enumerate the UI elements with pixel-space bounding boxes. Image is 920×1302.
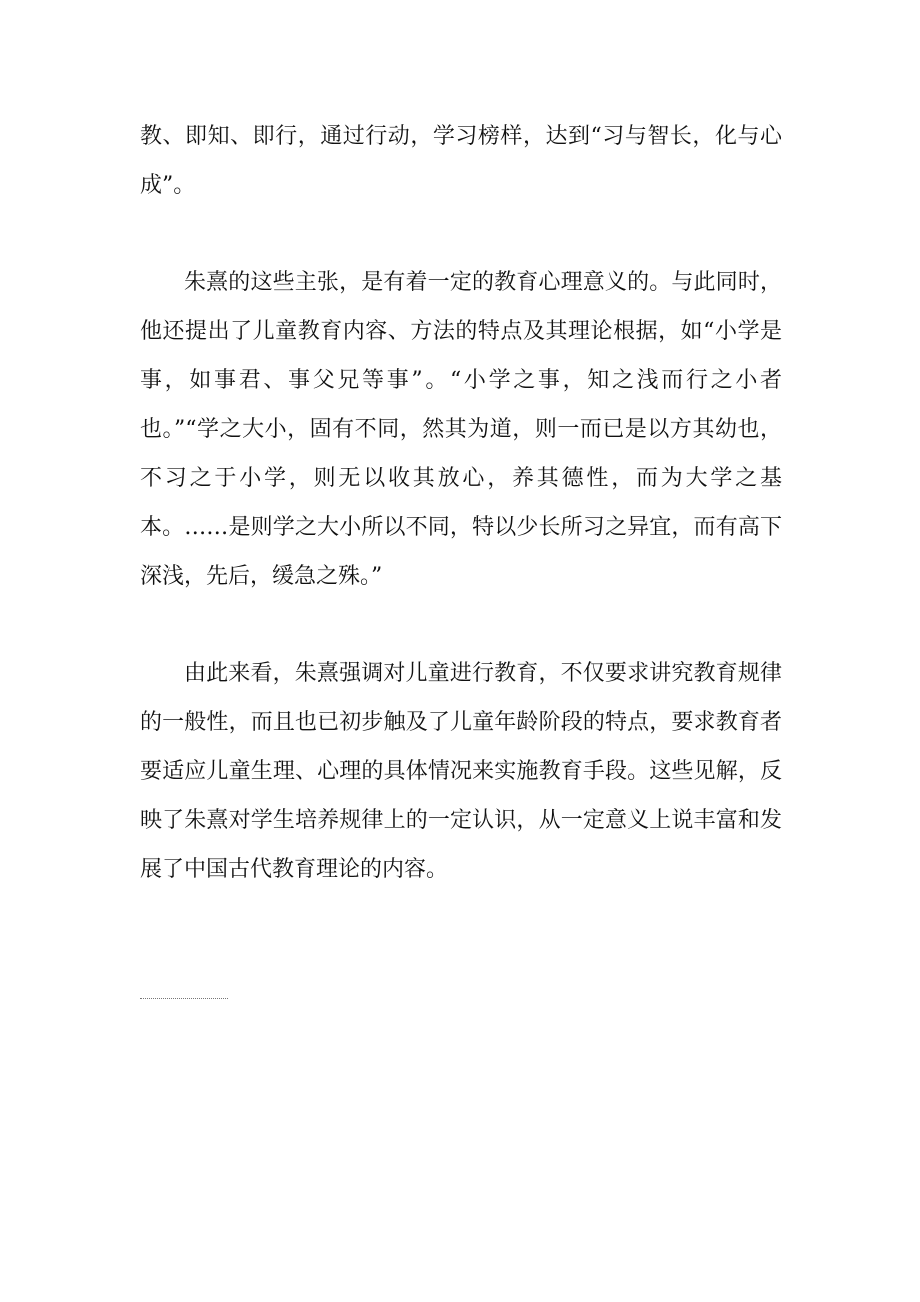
- footnote-separator: [140, 998, 228, 999]
- paragraph-zhuxi-proposals: 朱熹的这些主张，是有着一定的教育心理意义的。与此同时，他还提出了儿童教育内容、方法的特点及其理论根据，如“小学是事，如事君、事父兄等事”。“小学之事，知之浅而行之小者也。”“学之大小，固有不同，然其为道，则一而已是以方其幼也，不习之于小学，则无以收其放心，养其德性，而为大学之基本。……是则学之大小所以不同，特以少长所习之异宜，而有高下深浅，先后，缓急之殊。”: [140, 270, 782, 589]
- document-body: [140, 112, 782, 894]
- paragraph-conclusion: 由此来看，朱熹强调对儿童进行教育，不仅要求讲究教育规律的一般性，而且也已初步触及了儿童年龄阶段的特点，要求教育者要适应儿童生理、心理的具体情况来实施教育手段。这些见解，反映了朱熹对学生培养规律上的一定认识，从一定意义上说丰富和发展了中国古代教育理论的内容。: [140, 661, 782, 882]
- paragraph-continuation: 教、即知、即行，通过行动，学习榜样，达到“习与智长，化与心成”。: [140, 124, 782, 198]
